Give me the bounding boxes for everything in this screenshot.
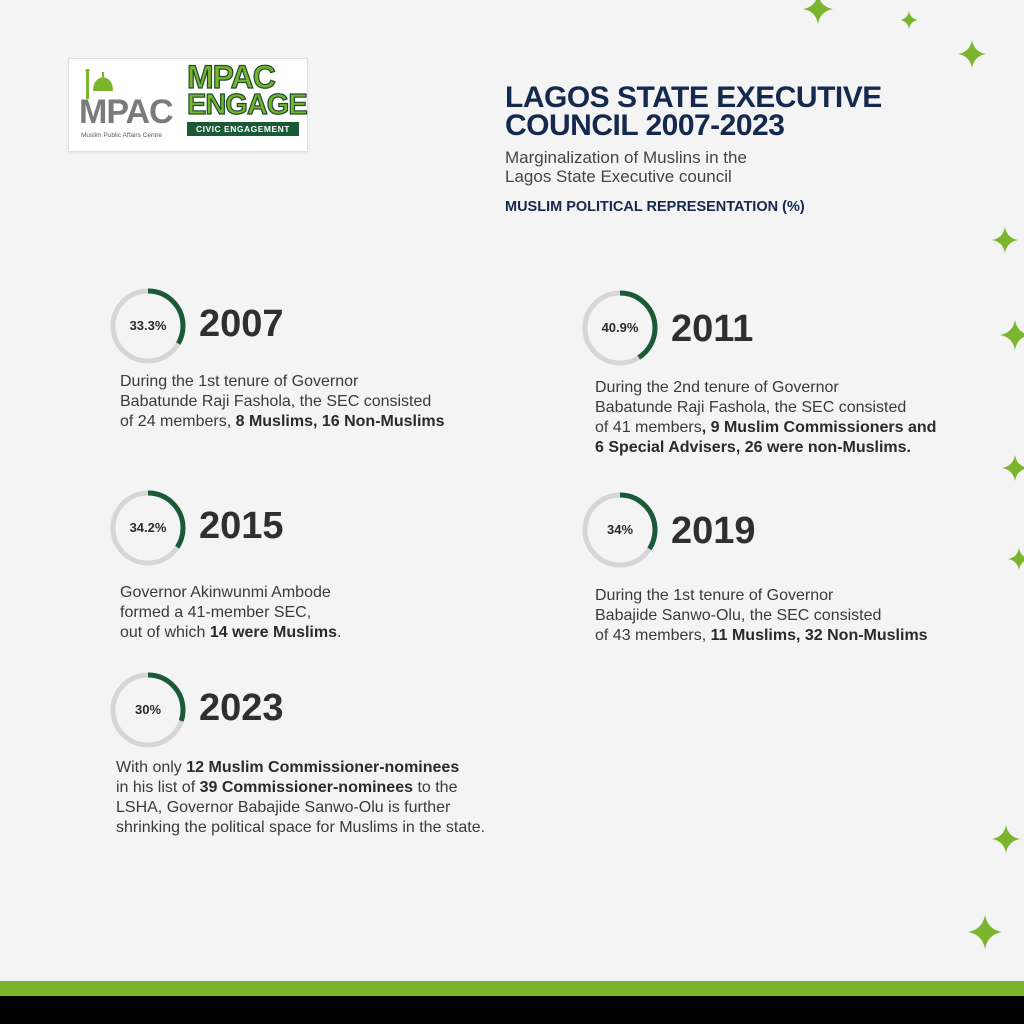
description-line — [595, 378, 936, 398]
description-text: formed a 41-member SEC, — [120, 604, 312, 621]
title-line-2: COUNCIL 2007-2023 — [505, 109, 785, 142]
subtitle-line-2: Lagos State Executive council — [505, 167, 732, 186]
description-line — [116, 798, 485, 818]
description-text: Governor Akinwunmi Ambode — [120, 584, 331, 601]
sparkle-icon — [1000, 320, 1024, 350]
sparkle-icon — [968, 915, 1002, 949]
percent-ring — [580, 288, 660, 368]
year-label: 2011 — [671, 308, 754, 350]
subtitle-line-1: Marginalization of Muslins in the — [505, 148, 747, 167]
description-text: of 41 members — [595, 419, 702, 436]
description-line — [120, 412, 445, 432]
entry-description — [595, 378, 936, 458]
mpac-full-name: Muslim Public Affairs Centre — [81, 132, 163, 139]
percent-ring — [108, 670, 188, 750]
percent-label: 34.2% — [129, 520, 167, 535]
sparkle-icon — [803, 0, 833, 24]
description-emphasis: 12 Muslim Commissioner-nominees — [186, 759, 460, 776]
footer-accent-bar — [0, 981, 1024, 996]
engage-tagline: CIVIC ENGAGEMENT — [187, 122, 299, 136]
description-text: Babajide Sanwo-Olu, the SEC consisted — [595, 607, 882, 624]
description-text: During the 2nd tenure of Governor — [595, 379, 839, 396]
description-text: to the — [413, 779, 458, 796]
organization-logo — [68, 58, 308, 152]
description-line — [595, 398, 936, 418]
description-line — [116, 778, 485, 798]
percent-label: 40.9% — [601, 320, 639, 335]
description-line — [120, 623, 341, 643]
entry-description — [120, 583, 341, 643]
description-line — [120, 603, 341, 623]
description-emphasis: 6 Special Advisers, 26 were non-Muslims. — [595, 439, 911, 456]
entry-description — [595, 586, 928, 646]
percent-label: 34% — [606, 522, 634, 537]
title-line-1: LAGOS STATE EXECUTIVE — [505, 81, 882, 114]
description-text: shrinking the political space for Muslims in the state. — [116, 819, 486, 836]
entry-description — [116, 758, 485, 838]
description-text: out of which — [120, 624, 210, 641]
year-label: 2019 — [671, 510, 756, 552]
description-line — [120, 583, 341, 603]
description-emphasis: 14 were Muslims — [209, 624, 337, 641]
description-text: of 24 members, — [120, 413, 236, 430]
mpac-engage-logo — [187, 59, 307, 147]
sparkle-icon — [1008, 548, 1024, 570]
sparkle-icon — [900, 11, 918, 29]
mpac-logo — [79, 65, 179, 145]
description-line — [595, 606, 928, 626]
year-label: 2007 — [199, 303, 284, 345]
sparkle-icon — [958, 40, 986, 68]
description-text: of 43 members, — [595, 627, 711, 644]
description-emphasis: 11 Muslims, 32 Non-Muslims — [710, 627, 928, 644]
description-line — [120, 372, 445, 392]
description-text: With only — [116, 759, 187, 776]
year-label: 2015 — [199, 505, 284, 547]
description-line — [595, 438, 936, 458]
description-line — [116, 758, 485, 778]
sparkle-icon — [992, 227, 1018, 253]
engage-logo-line2: ENGAGE — [187, 89, 307, 121]
percent-label: 33.3% — [129, 318, 167, 333]
percent-ring — [108, 286, 188, 366]
page-subtitle — [505, 148, 825, 186]
description-line — [116, 818, 485, 838]
description-text: Babatunde Raji Fashola, the SEC consisted — [595, 399, 907, 416]
description-text: During the 1st tenure of Governor — [595, 587, 834, 604]
description-text: . — [337, 624, 342, 641]
description-text: in his list of — [116, 779, 200, 796]
footer-bar — [0, 996, 1024, 1024]
sparkle-icon — [992, 825, 1020, 853]
page-title — [505, 81, 882, 142]
mpac-wordmark: MPAC — [79, 93, 173, 131]
percent-label: 30% — [134, 702, 162, 717]
description-line — [595, 586, 928, 606]
year-label: 2023 — [199, 687, 284, 729]
description-line — [120, 392, 445, 412]
description-line — [595, 418, 936, 438]
description-emphasis: 39 Commissioner-nominees — [199, 779, 413, 796]
description-text: Babatunde Raji Fashola, the SEC consisted — [120, 393, 432, 410]
description-emphasis: 8 Muslims, 16 Non-Muslims — [235, 413, 445, 430]
engage-logo-line1: MPAC — [187, 59, 275, 95]
section-label: MUSLIM POLITICAL REPRESENTATION (%) — [505, 199, 805, 215]
description-text: LSHA, Governor Babajide Sanwo-Olu is further — [116, 799, 451, 816]
description-line — [595, 626, 928, 646]
percent-ring — [108, 488, 188, 568]
sparkle-icon — [1002, 455, 1024, 481]
description-emphasis: , 9 Muslim Commissioners and — [701, 419, 937, 436]
percent-ring — [580, 490, 660, 570]
description-text: During the 1st tenure of Governor — [120, 373, 359, 390]
entry-description — [120, 372, 445, 432]
